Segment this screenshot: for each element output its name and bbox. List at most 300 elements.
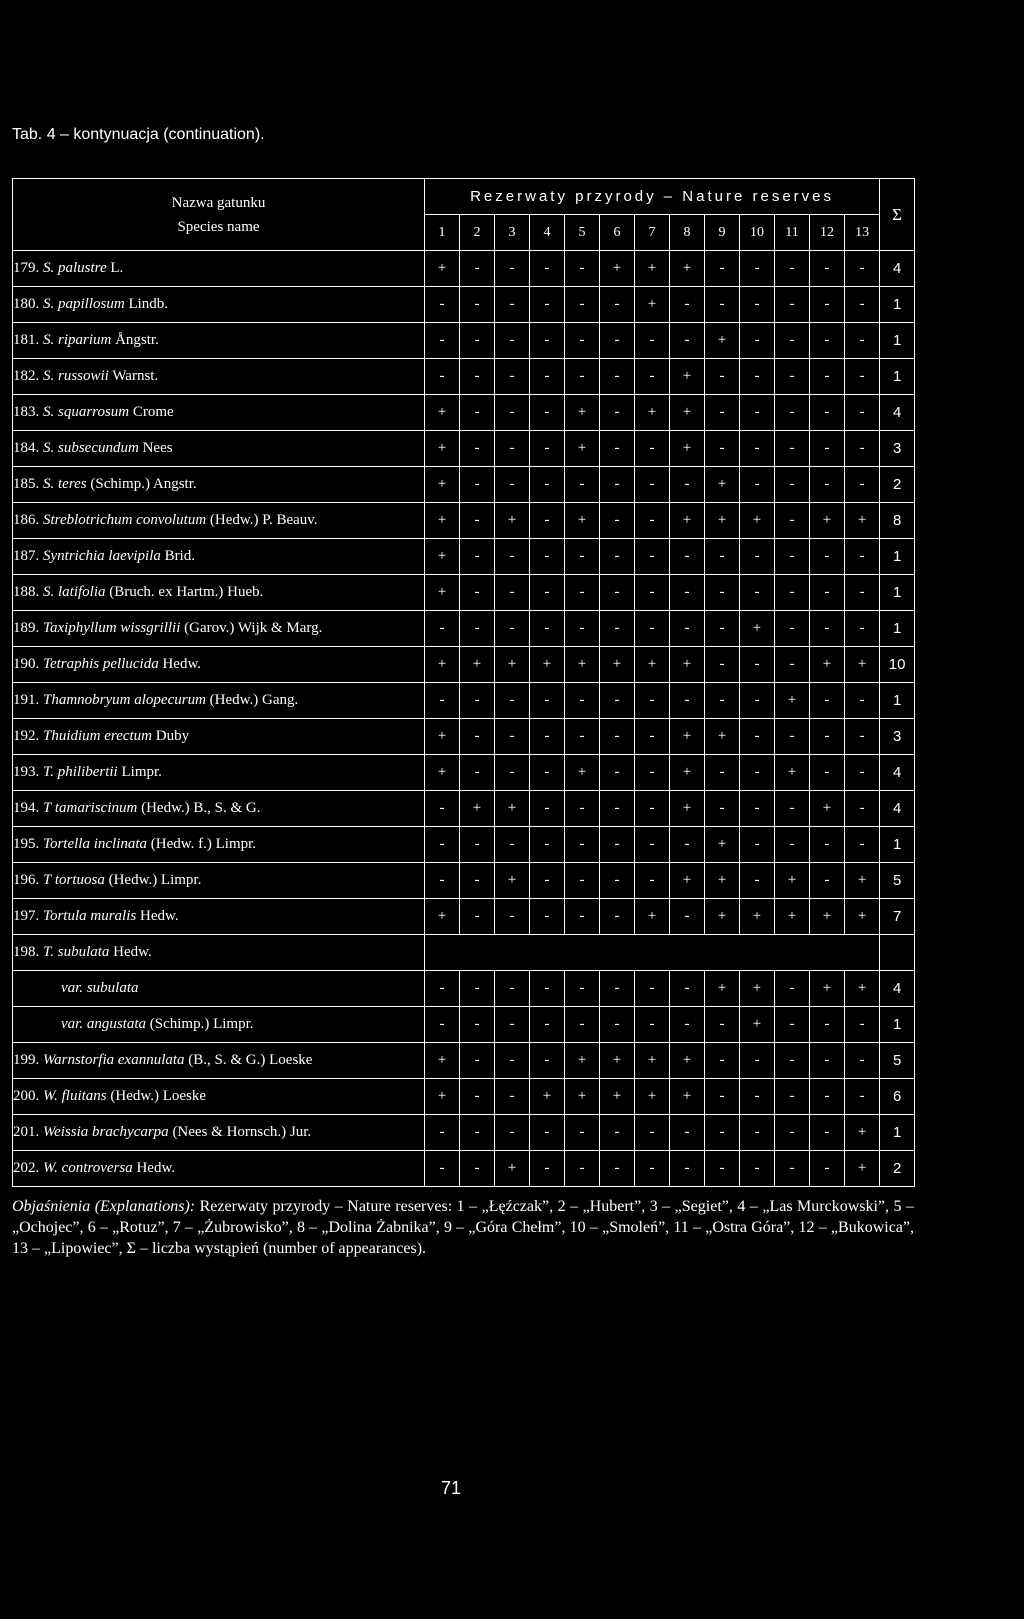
species-name-cell <box>13 791 425 827</box>
presence-cell: - <box>740 323 775 359</box>
species-number: 181. <box>13 332 40 348</box>
presence-cell: - <box>775 719 810 755</box>
presence-cell: + <box>775 755 810 791</box>
species-name-cell <box>13 575 425 611</box>
presence-cell: - <box>635 1007 670 1043</box>
presence-cell: + <box>600 1043 635 1079</box>
species-name-cell <box>13 395 425 431</box>
presence-cell: - <box>495 611 530 647</box>
table-row <box>13 251 915 287</box>
species-author: Nees <box>142 440 173 456</box>
presence-cell: + <box>845 899 880 935</box>
presence-cell: - <box>495 395 530 431</box>
presence-cell: - <box>670 683 705 719</box>
presence-cell: - <box>810 395 845 431</box>
species-number: 201. <box>13 1124 40 1140</box>
presence-cell: + <box>425 251 460 287</box>
species-latin-name: S. subsecundum <box>43 440 139 456</box>
presence-cell: - <box>425 323 460 359</box>
presence-cell: - <box>845 827 880 863</box>
presence-cell: + <box>600 647 635 683</box>
presence-cell: - <box>425 791 460 827</box>
presence-cell: + <box>670 755 705 791</box>
sum-header: Σ <box>880 179 915 251</box>
reserve-number-header: 13 <box>845 215 880 251</box>
species-author: Hedw. <box>136 1160 176 1176</box>
presence-cell: - <box>740 755 775 791</box>
presence-cell: - <box>600 287 635 323</box>
presence-cell: - <box>775 1079 810 1115</box>
presence-cell: - <box>845 359 880 395</box>
presence-cell: - <box>635 683 670 719</box>
presence-cell: + <box>425 647 460 683</box>
presence-cell: - <box>495 1043 530 1079</box>
species-author: Duby <box>155 728 190 744</box>
species-latin-name: var. angustata <box>61 1016 147 1032</box>
sum-cell: 1 <box>880 827 915 863</box>
presence-cell: - <box>600 971 635 1007</box>
presence-cell: - <box>775 431 810 467</box>
species-latin-name: Tetraphis pellucida <box>43 656 159 672</box>
presence-cell: - <box>705 395 740 431</box>
presence-cell: - <box>530 755 565 791</box>
species-latin-name: W. controversa <box>43 1160 133 1176</box>
presence-cell: - <box>670 899 705 935</box>
table-row <box>13 431 915 467</box>
presence-cell: - <box>495 323 530 359</box>
presence-cell: - <box>530 287 565 323</box>
sum-cell: 1 <box>880 1115 915 1151</box>
presence-cell: - <box>425 971 460 1007</box>
sum-cell: 1 <box>880 539 915 575</box>
table-row <box>13 1043 915 1079</box>
presence-cell: - <box>425 359 460 395</box>
presence-cell: + <box>740 503 775 539</box>
presence-cell: + <box>425 719 460 755</box>
presence-cell: - <box>775 575 810 611</box>
species-name-cell <box>13 683 425 719</box>
presence-cell: - <box>460 467 495 503</box>
species-number: 202. <box>13 1160 40 1176</box>
presence-cell: + <box>705 899 740 935</box>
species-author: (Hedw.) B., S. & G. <box>141 800 261 816</box>
sum-cell: 1 <box>880 359 915 395</box>
presence-cell: - <box>565 287 600 323</box>
presence-cell: - <box>705 1151 740 1187</box>
presence-cell: - <box>740 1043 775 1079</box>
reserve-number-header: 10 <box>740 215 775 251</box>
presence-cell: + <box>565 647 600 683</box>
presence-cell: - <box>600 467 635 503</box>
presence-cell: - <box>460 431 495 467</box>
presence-cell: + <box>670 863 705 899</box>
presence-cell: - <box>670 971 705 1007</box>
presence-cell: - <box>705 359 740 395</box>
presence-cell: + <box>705 323 740 359</box>
species-latin-name: T tortuosa <box>43 872 105 888</box>
species-name-cell <box>13 755 425 791</box>
presence-cell: - <box>635 611 670 647</box>
presence-cell: - <box>600 1115 635 1151</box>
presence-cell: - <box>600 863 635 899</box>
presence-cell: - <box>810 1151 845 1187</box>
species-author: (Hedw.) P. Beauv. <box>209 512 318 528</box>
species-latin-name: Tortula muralis <box>43 908 137 924</box>
presence-cell: - <box>600 575 635 611</box>
presence-cell: - <box>460 323 495 359</box>
presence-cell: - <box>705 683 740 719</box>
presence-cell: + <box>635 251 670 287</box>
presence-cell: - <box>845 719 880 755</box>
species-name-cell <box>13 1079 425 1115</box>
table-row <box>13 935 915 971</box>
reserve-number-header: 2 <box>460 215 495 251</box>
presence-cell: - <box>635 1115 670 1151</box>
species-name-cell <box>13 539 425 575</box>
species-latin-name: S. papillosum <box>43 296 125 312</box>
reserve-number-header: 7 <box>635 215 670 251</box>
presence-cell: - <box>810 863 845 899</box>
presence-cell: - <box>600 1151 635 1187</box>
presence-cell: - <box>530 503 565 539</box>
presence-cell: - <box>530 1115 565 1151</box>
table-row <box>13 1079 915 1115</box>
presence-cell: + <box>810 647 845 683</box>
presence-cell: + <box>670 791 705 827</box>
species-name-cell <box>13 935 425 971</box>
presence-cell: + <box>495 503 530 539</box>
sum-cell: 6 <box>880 1079 915 1115</box>
sum-cell: 1 <box>880 575 915 611</box>
presence-cell: - <box>530 899 565 935</box>
presence-cell: - <box>530 971 565 1007</box>
presence-cell: - <box>565 611 600 647</box>
presence-cell: - <box>460 1151 495 1187</box>
species-number: 196. <box>13 872 40 888</box>
presence-cell: - <box>565 683 600 719</box>
presence-cell: - <box>495 1079 530 1115</box>
presence-cell: - <box>705 287 740 323</box>
presence-cell: - <box>670 323 705 359</box>
presence-cell: - <box>460 251 495 287</box>
species-author: Crome <box>132 404 174 420</box>
presence-cell: - <box>460 899 495 935</box>
presence-cell: - <box>425 611 460 647</box>
presence-cell: - <box>565 539 600 575</box>
species-latin-name: T. subulata <box>43 944 110 960</box>
presence-cell: - <box>495 683 530 719</box>
presence-cell: - <box>810 359 845 395</box>
presence-cell: - <box>565 467 600 503</box>
species-author: (Hedw.) Loeske <box>110 1088 207 1104</box>
sum-cell: 4 <box>880 395 915 431</box>
presence-cell: - <box>810 1079 845 1115</box>
presence-cell: + <box>670 1079 705 1115</box>
presence-cell: - <box>775 791 810 827</box>
species-name-cell <box>13 1007 425 1043</box>
presence-cell: - <box>670 575 705 611</box>
species-number: 186. <box>13 512 40 528</box>
presence-cell: - <box>530 359 565 395</box>
presence-cell: + <box>600 1079 635 1115</box>
presence-cell: + <box>530 647 565 683</box>
presence-cell: - <box>775 1043 810 1079</box>
presence-cell: - <box>460 863 495 899</box>
species-number: 194. <box>13 800 40 816</box>
presence-cell: - <box>565 575 600 611</box>
presence-cell: + <box>705 503 740 539</box>
presence-cell: - <box>530 1007 565 1043</box>
presence-cell: - <box>460 755 495 791</box>
presence-cell: - <box>530 611 565 647</box>
presence-cell: - <box>740 575 775 611</box>
table-row <box>13 539 915 575</box>
presence-cell: - <box>740 251 775 287</box>
presence-cell: - <box>530 1043 565 1079</box>
presence-cell: - <box>845 1079 880 1115</box>
species-name-cell <box>13 647 425 683</box>
presence-cell: - <box>670 539 705 575</box>
presence-cell: - <box>635 575 670 611</box>
presence-cell: + <box>845 1151 880 1187</box>
presence-cell: - <box>530 575 565 611</box>
species-name-cell <box>13 719 425 755</box>
presence-cell: + <box>565 755 600 791</box>
species-name-header-en: Species name <box>177 218 260 235</box>
presence-cell: + <box>565 431 600 467</box>
species-number: 192. <box>13 728 40 744</box>
presence-cell: - <box>740 683 775 719</box>
reserve-number-header: 8 <box>670 215 705 251</box>
presence-cell: - <box>565 323 600 359</box>
presence-cell: - <box>495 251 530 287</box>
presence-cell: + <box>425 575 460 611</box>
sum-cell: 5 <box>880 1043 915 1079</box>
presence-cell: + <box>425 395 460 431</box>
presence-cell: - <box>600 395 635 431</box>
species-latin-name: T tamariscinum <box>43 800 138 816</box>
presence-cell: - <box>495 575 530 611</box>
presence-cell: - <box>740 1115 775 1151</box>
table-row <box>13 575 915 611</box>
presence-cell: + <box>740 611 775 647</box>
table-row <box>13 611 915 647</box>
presence-cell: - <box>705 1007 740 1043</box>
presence-cell: + <box>635 287 670 323</box>
presence-cell: + <box>845 1115 880 1151</box>
sum-cell: 4 <box>880 251 915 287</box>
presence-cell: - <box>460 503 495 539</box>
presence-cell: + <box>670 395 705 431</box>
species-number: 188. <box>13 584 40 600</box>
presence-cell: - <box>460 395 495 431</box>
presence-cell: - <box>635 755 670 791</box>
presence-cell: + <box>565 503 600 539</box>
table-row <box>13 791 915 827</box>
species-latin-name: S. latifolia <box>43 584 106 600</box>
presence-cell: + <box>740 971 775 1007</box>
presence-cell: - <box>530 791 565 827</box>
presence-cell: - <box>635 539 670 575</box>
table-row <box>13 503 915 539</box>
table-row <box>13 1115 915 1151</box>
presence-cell: - <box>635 863 670 899</box>
presence-cell: + <box>670 503 705 539</box>
presence-cell: - <box>775 323 810 359</box>
sum-cell: 3 <box>880 431 915 467</box>
presence-cell: - <box>740 863 775 899</box>
presence-cell: - <box>740 287 775 323</box>
reserve-number-header: 4 <box>530 215 565 251</box>
presence-cell: - <box>810 251 845 287</box>
sum-cell: 10 <box>880 647 915 683</box>
presence-cell: + <box>705 971 740 1007</box>
presence-cell: - <box>810 1007 845 1043</box>
presence-cell: - <box>740 1151 775 1187</box>
presence-cell: - <box>565 359 600 395</box>
presence-cell: - <box>460 719 495 755</box>
table-row <box>13 287 915 323</box>
species-author: (Bruch. ex Hartm.) Hueb. <box>109 584 264 600</box>
species-latin-name: S. squarrosum <box>43 404 130 420</box>
table-row <box>13 971 915 1007</box>
presence-cell: + <box>775 863 810 899</box>
presence-cell: + <box>425 899 460 935</box>
presence-cell: - <box>705 791 740 827</box>
presence-cell: + <box>670 647 705 683</box>
presence-cell: - <box>810 287 845 323</box>
presence-cell: - <box>740 719 775 755</box>
species-author: (Hedw. f.) Limpr. <box>150 836 257 852</box>
presence-cell: - <box>530 683 565 719</box>
presence-cell: - <box>530 323 565 359</box>
presence-cell: - <box>810 323 845 359</box>
presence-cell: - <box>460 1043 495 1079</box>
presence-cell: - <box>635 431 670 467</box>
presence-cell: - <box>495 287 530 323</box>
presence-cell: - <box>425 1115 460 1151</box>
sum-cell: 1 <box>880 1007 915 1043</box>
presence-cell: - <box>565 971 600 1007</box>
presence-cell: + <box>635 1079 670 1115</box>
species-number: 187. <box>13 548 40 564</box>
presence-cell: - <box>495 1007 530 1043</box>
species-name-cell <box>13 1151 425 1187</box>
presence-cell: - <box>635 971 670 1007</box>
presence-cell: - <box>740 359 775 395</box>
presence-cell: - <box>775 251 810 287</box>
presence-cell: - <box>565 251 600 287</box>
species-author: Limpr. <box>121 764 162 780</box>
presence-cell: - <box>775 647 810 683</box>
sum-cell: 7 <box>880 899 915 935</box>
presence-cell: - <box>810 1043 845 1079</box>
species-name-cell <box>13 503 425 539</box>
presence-cell: - <box>810 755 845 791</box>
species-author: L. <box>110 260 124 276</box>
presence-cell: - <box>600 791 635 827</box>
presence-cell: - <box>810 575 845 611</box>
species-name-cell <box>13 611 425 647</box>
species-author: Hedw. <box>113 944 152 960</box>
sum-cell: 1 <box>880 287 915 323</box>
presence-cell: - <box>635 719 670 755</box>
presence-cell: + <box>775 899 810 935</box>
presence-cell: - <box>705 431 740 467</box>
presence-cell: - <box>635 323 670 359</box>
presence-cell: - <box>670 287 705 323</box>
presence-cell: - <box>600 827 635 863</box>
presence-cell: - <box>845 431 880 467</box>
presence-cell: + <box>845 503 880 539</box>
presence-cell: - <box>845 1007 880 1043</box>
species-latin-name: var. subulata <box>61 980 139 996</box>
presence-cell: - <box>635 791 670 827</box>
presence-cell: - <box>600 755 635 791</box>
presence-cell: - <box>425 863 460 899</box>
presence-cell: + <box>810 899 845 935</box>
presence-cell: - <box>600 503 635 539</box>
presence-cell: - <box>775 503 810 539</box>
presence-cell: + <box>670 1043 705 1079</box>
presence-cell: - <box>495 971 530 1007</box>
presence-cell: - <box>775 1115 810 1151</box>
species-name-cell <box>13 251 425 287</box>
species-author: (Hedw.) Limpr. <box>108 872 202 888</box>
presence-cell: - <box>530 827 565 863</box>
presence-cell: + <box>530 1079 565 1115</box>
presence-cell: - <box>845 251 880 287</box>
presence-cell: - <box>810 431 845 467</box>
table-caption: Tab. 4 – kontynuacja (continuation). <box>12 126 265 143</box>
species-name-cell <box>13 971 425 1007</box>
presence-cell: - <box>670 1115 705 1151</box>
species-number: 184. <box>13 440 40 456</box>
presence-cell: - <box>740 431 775 467</box>
species-author: Hedw. <box>162 656 202 672</box>
presence-cell: - <box>775 971 810 1007</box>
page-number: 71 <box>440 1478 462 1498</box>
presence-cell: - <box>600 1007 635 1043</box>
species-author: (Schimp.) Angstr. <box>90 476 197 492</box>
presence-cell: - <box>565 791 600 827</box>
presence-cell: - <box>565 719 600 755</box>
presence-cell: - <box>530 431 565 467</box>
presence-cell: - <box>425 1007 460 1043</box>
presence-cell: - <box>460 827 495 863</box>
presence-cell: - <box>460 575 495 611</box>
presence-cell: - <box>495 899 530 935</box>
presence-cell: - <box>845 1043 880 1079</box>
presence-cell: - <box>425 827 460 863</box>
presence-cell: + <box>460 791 495 827</box>
presence-cell: - <box>495 539 530 575</box>
species-author: (Garov.) Wijk & Marg. <box>184 620 323 636</box>
presence-cell: - <box>705 575 740 611</box>
sum-cell: 4 <box>880 791 915 827</box>
presence-cell: + <box>845 971 880 1007</box>
presence-cell: - <box>460 287 495 323</box>
species-latin-name: S. palustre <box>43 260 107 276</box>
presence-cell: - <box>635 1151 670 1187</box>
presence-cell: - <box>425 287 460 323</box>
presence-cell: - <box>530 1151 565 1187</box>
presence-cell: + <box>635 395 670 431</box>
reserves-header: Rezerwaty przyrody – Nature reserves <box>425 179 880 215</box>
species-number: 179. <box>13 260 40 276</box>
species-name-header-pl: Nazwa gatunku <box>171 194 266 211</box>
presence-cell: - <box>425 683 460 719</box>
